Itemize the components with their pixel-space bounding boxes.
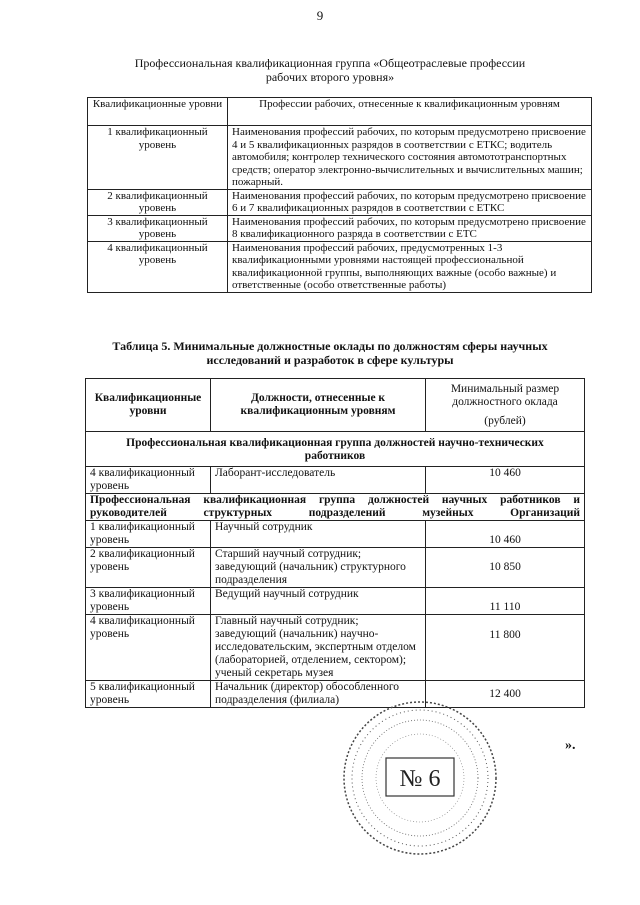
- profession-cell: Наименования профессий рабочих, по которым предусмотрено присвоение 6 и 7 квалификационных разрядов в соответствии с ЕТКС: [228, 189, 592, 215]
- salary-cell: 10 850: [426, 548, 585, 588]
- table5-title: [90, 339, 570, 367]
- table-row: [88, 189, 592, 215]
- stamp-seal: [340, 698, 500, 858]
- header-salary-unit: (рублей): [484, 414, 526, 427]
- salary-cell: 11 110: [426, 588, 585, 615]
- profession-cell: Наименования профессий рабочих, по которым предусмотрено присвоение 8 квалификационного разряда в соответствии с ЕТС: [228, 215, 592, 241]
- level-cell: 4 квалификационный уровень: [86, 615, 211, 681]
- header-levels: Квалификационные уровни: [88, 98, 228, 126]
- table-row: [86, 521, 585, 548]
- closing-quote: ».: [565, 738, 576, 753]
- group1-title: Профессиональная квалификационная группа должностей научно-технических работников: [86, 432, 585, 467]
- group-header-row: [86, 494, 585, 521]
- group2-title: Профессиональная квалификационная группа должностей научных работников и руководителей структурных подразделений музейных Организаций: [86, 494, 585, 521]
- salary-cell: 10 460: [426, 521, 585, 548]
- header-salary-label: Минимальный размер должностного оклада: [450, 382, 560, 408]
- profession-cell: Наименования профессий рабочих, предусмотренных 1-3 квалификационными уровнями настоящей профессиональной квалификационной группы, выполняющих важные (особо важные) и ответственные (особо ответственные работы): [228, 241, 592, 292]
- group-header-row: [86, 432, 585, 467]
- table-row: [86, 615, 585, 681]
- position-cell: Ведущий научный сотрудник: [211, 588, 426, 615]
- table-row: [86, 681, 585, 708]
- level-cell: 3 квалификационный уровень: [88, 215, 228, 241]
- level-cell: 2 квалификационный уровень: [88, 189, 228, 215]
- header-positions: Должности, отнесенные к квалификационным уровням: [211, 379, 426, 432]
- header-salary: [426, 379, 585, 432]
- level-cell: 4 квалификационный уровень: [88, 241, 228, 292]
- level-cell: 3 квалификационный уровень: [86, 588, 211, 615]
- salary-table: [85, 378, 585, 708]
- section1-title-line2: рабочих второго уровня»: [265, 70, 395, 84]
- position-cell: Лаборант-исследователь: [211, 467, 426, 494]
- table-header-row: [86, 379, 585, 432]
- salary-cell: 10 460: [426, 467, 585, 494]
- profession-cell: Наименования профессий рабочих, по которым предусмотрено присвоение 4 и 5 квалификационных разрядов в соответствии с ЕТКС; водитель автомобиля; контролер технического состояния автомототранспортных средств; оператор электронно-вычислительных и вычислительных машин; пожарный.: [228, 126, 592, 190]
- page-number: 9: [316, 8, 324, 23]
- salary-cell: 11 800: [426, 615, 585, 681]
- table-row: [88, 126, 592, 190]
- header-levels: Квалификационные уровни: [86, 379, 211, 432]
- table-row: [86, 548, 585, 588]
- section1-title: [120, 56, 540, 84]
- table5-title-line1: Таблица 5. Минимальные должностные оклады по должностям сферы научных: [112, 339, 548, 353]
- header-professions: Профессии рабочих, отнесенные к квалификационным уровням: [228, 98, 592, 126]
- seal-number: № 6: [399, 766, 441, 792]
- position-cell: Начальник (директор) обособленного подразделения (филиала): [211, 681, 426, 708]
- table-row: [88, 215, 592, 241]
- qualification-group-table: [87, 97, 592, 293]
- table-header-row: [88, 98, 592, 126]
- table-row: [88, 241, 592, 292]
- position-cell: Старший научный сотрудник; заведующий (начальник) структурного подразделения: [211, 548, 426, 588]
- salary-cell: 12 400: [426, 681, 585, 708]
- level-cell: 1 квалификационный уровень: [88, 126, 228, 190]
- table-row: [86, 467, 585, 494]
- table5-title-line2: исследований и разработок в сфере культуры: [206, 353, 454, 367]
- level-cell: 1 квалификационный уровень: [86, 521, 211, 548]
- table-row: [86, 588, 585, 615]
- level-cell: 5 квалификационный уровень: [86, 681, 211, 708]
- position-cell: Главный научный сотрудник; заведующий (начальник) научно-исследовательским, экспертным отделом (лабораторией, отделением, сектором); ученый секретарь музея: [211, 615, 426, 681]
- level-cell: 4 квалификационный уровень: [86, 467, 211, 494]
- section1-title-line1: Профессиональная квалификационная группа «Общеотраслевые профессии: [134, 56, 526, 70]
- level-cell: 2 квалификационный уровень: [86, 548, 211, 588]
- position-cell: Научный сотрудник: [211, 521, 426, 548]
